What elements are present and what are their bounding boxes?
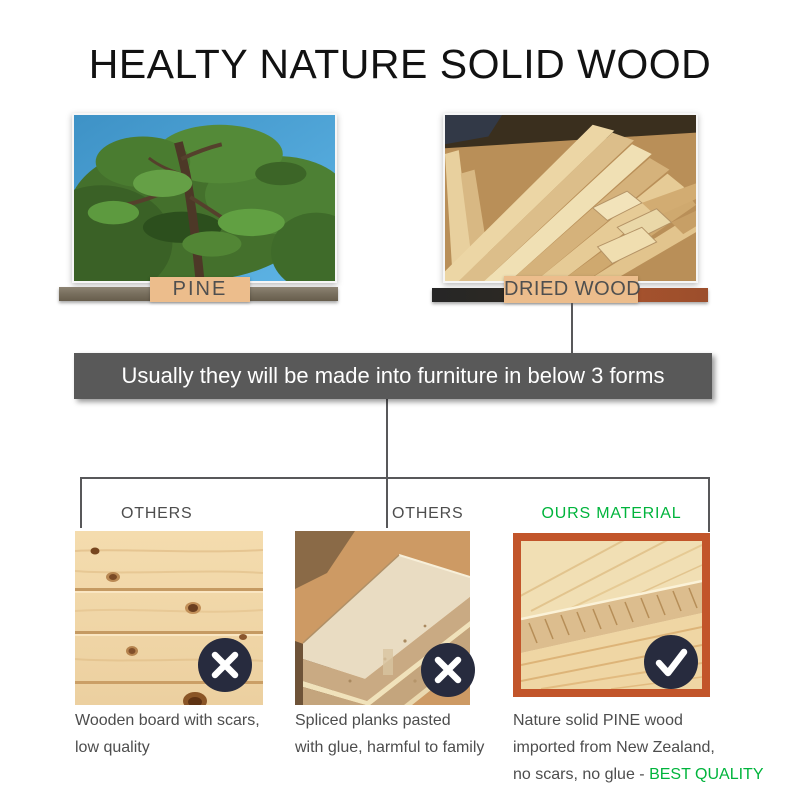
cross-badge-2 [420, 642, 476, 698]
caption-line-prefix: no scars, no glue - [513, 766, 650, 783]
caption-line: imported from New Zealand, [513, 739, 715, 756]
pine-tree-photo [72, 113, 337, 283]
caption-line: Spliced planks pasted [295, 712, 451, 729]
caption-line: Nature solid PINE wood [513, 712, 683, 729]
caption-ours-material [513, 707, 763, 788]
page-title: HEALTY NATURE SOLID WOOD [88, 41, 712, 87]
caption-line [513, 761, 763, 788]
check-badge [643, 634, 699, 690]
caption-wooden-board [75, 707, 260, 761]
best-quality-highlight: BEST QUALITY [649, 766, 764, 783]
column-header-others-2: OTHERS [392, 505, 464, 522]
connector-branch-horizontal [80, 477, 710, 479]
connector-stub-middle [386, 477, 388, 528]
caption-line: with glue, harmful to family [295, 739, 485, 756]
forms-banner: Usually they will be made into furniture in below 3 forms [74, 353, 712, 399]
column-header-ours-material: OURS MATERIAL [541, 505, 682, 522]
connector-stub-left [80, 477, 82, 528]
connector-line-dried-to-banner [571, 303, 573, 353]
pine-label: PINE [150, 277, 250, 302]
column-header-others-1: OTHERS [121, 505, 193, 522]
dried-wood-illustration [445, 115, 696, 281]
check-icon [643, 634, 699, 690]
connector-line-banner-to-branch [386, 399, 388, 478]
caption-line: Wooden board with scars, [75, 712, 260, 729]
caption-line: low quality [75, 739, 150, 756]
dried-wood-label: DRIED WOOD [504, 276, 638, 303]
cross-badge-1 [197, 637, 253, 693]
cross-icon [197, 637, 253, 693]
pine-tree-illustration [74, 115, 335, 281]
dried-wood-photo [443, 113, 698, 283]
caption-spliced-planks [295, 707, 484, 761]
cross-icon [420, 642, 476, 698]
